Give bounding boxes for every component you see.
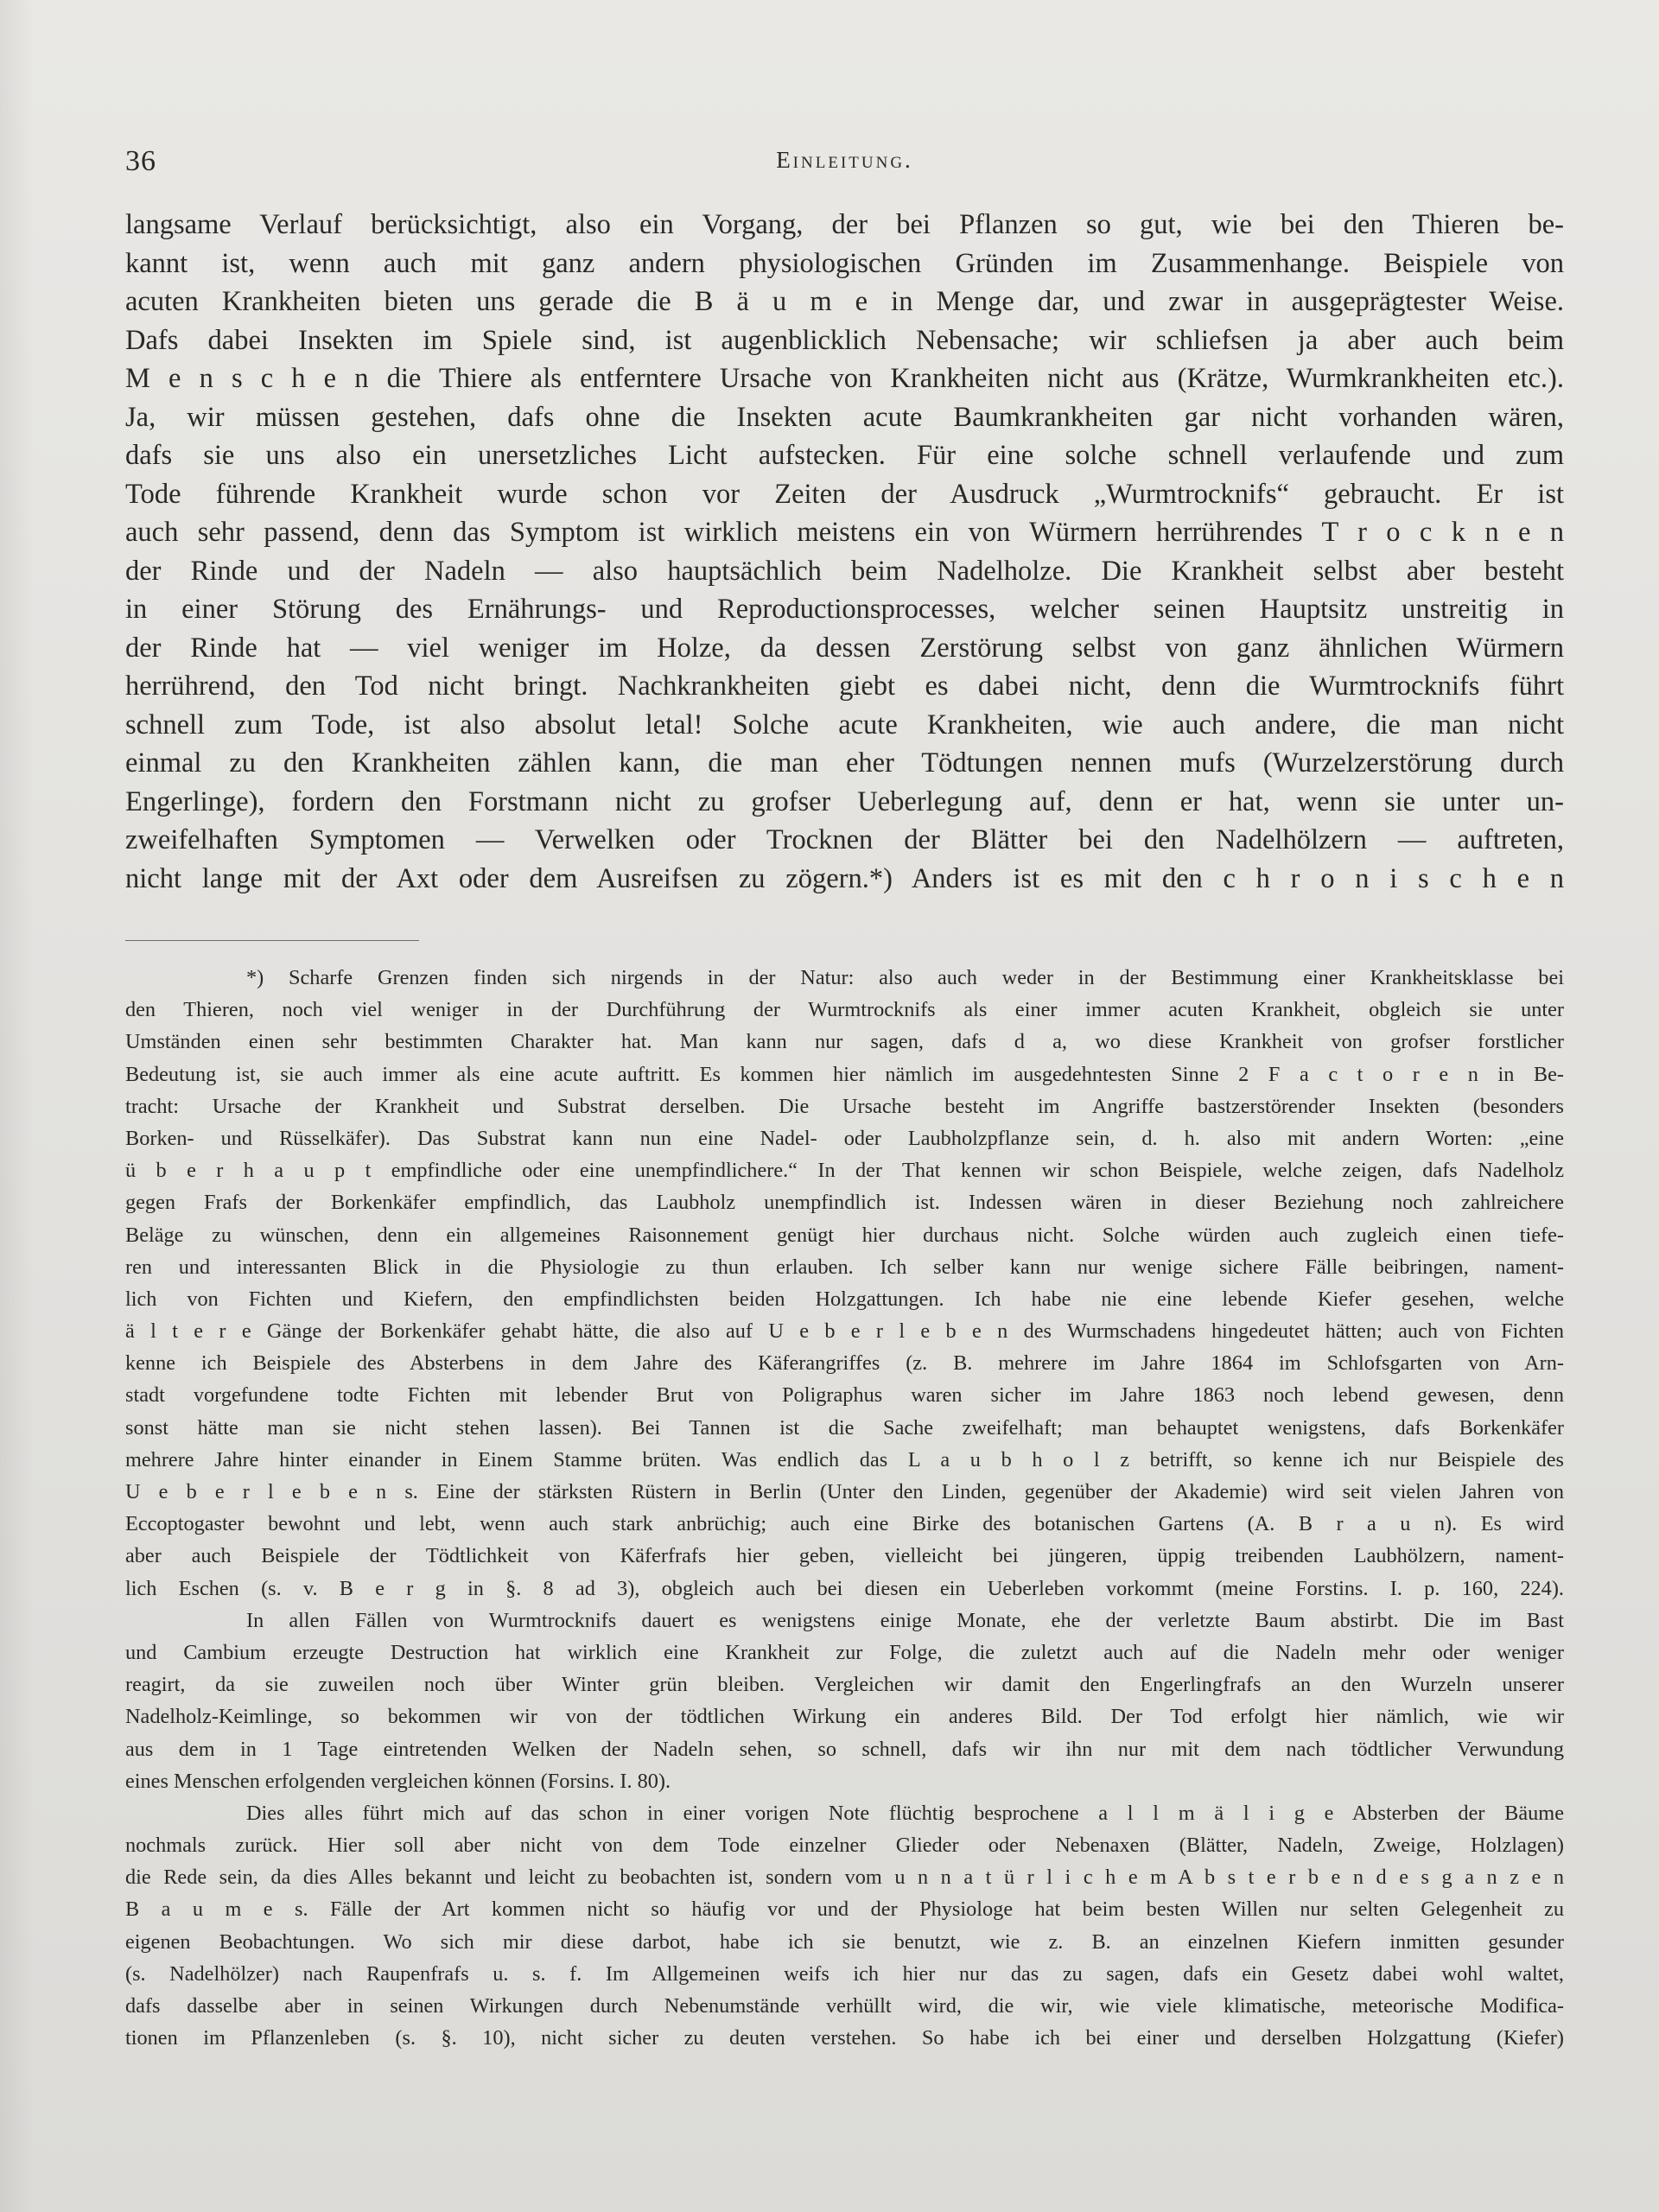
footnote-line: lich von Fichten und Kiefern, den empfindlichsten beiden Holzgattungen. Ich habe nie eine lebende Kiefer gesehen, welche [125,1287,1564,1311]
footnote-line: nochmals zurück. Hier soll aber nicht von dem Tode einzelner Glieder oder Nebenaxen (Blätter, Nadeln, Zweige, Holzlagen) [125,1834,1564,1858]
footnote-line: dafs dasselbe aber in seinen Wirkungen durch Nebenumstände verhüllt wird, die wir, wie viele klimatische, meteorische Modifica- [125,1994,1564,2018]
footnote-line: Dies alles führt mich auf das schon in einer vorigen Note flüchtig besprochene a l l m ä l i g e Absterben der Bäume [246,1801,1564,1825]
footnote-line: *) Scharfe Grenzen finden sich nirgends in der Natur: also auch weder in der Bestimmung einer Krankheitsklasse bei [246,966,1564,989]
footnote-line: ren und interessanten Blick in die Physiologie zu thun erlauben. Ich selber kann nur wenige sichere Fälle beibringen, nament- [125,1255,1564,1279]
text-line: der Rinde hat — viel weniger im Holze, da dessen Zerstörung selbst von ganz ähnlichen Würmern [125,632,1564,664]
footnote-line: Bedeutung ist, sie auch immer als eine acute auftritt. Es kommen hier nämlich im ausgedehntesten Sinne 2 F a c t o r e n in Be- [125,1062,1564,1086]
text-line: herrührend, den Tod nicht bringt. Nachkrankheiten giebt es dabei nicht, denn die Wurmtrocknifs führt [125,671,1564,702]
footnote-line: Beläge zu wünschen, denn ein allgemeines Raisonnement genügt hier durchaus nicht. Solche würden auch zugleich einen tiefe- [125,1223,1564,1247]
running-head [125,145,1564,180]
footnote-line: und Cambium erzeugte Destruction hat wirklich eine Krankheit zur Folge, die zuletzt auch auf die Nadeln mehr oder weniger [125,1640,1564,1664]
footnote-line: mehrere Jahre hinter einander in Einem Stamme brüten. Was endlich das L a u b h o l z betrifft, so kenne ich nur Beispiele des [125,1447,1564,1471]
footnote-line: aber auch Beispiele der Tödtlichkeit von Käferfrafs hier geben, vielleicht bei jüngeren, üppig treibenden Laubhölzern, nament- [125,1544,1564,1568]
footnote-line: U e b e r l e b e n s. Eine der stärksten Rüstern in Berlin (Unter den Linden, gegenüber der Akademie) wird seit vielen Jahren von [125,1480,1564,1503]
text-line: Engerlinge), fordern den Forstmann nicht zu grofser Ueberlegung auf, denn er hat, wenn sie unter un- [125,785,1564,817]
footnote-line: tionen im Pflanzenleben (s. §. 10), nicht sicher zu deuten verstehen. So habe ich bei einer und derselben Holzgattung (Kiefer) [125,2026,1564,2050]
text-line: auch sehr passend, denn das Symptom ist wirklich meistens ein von Würmern herrührendes T r o c k n e n [125,517,1564,548]
footnote-divider [125,940,419,941]
footnote-line: eigenen Beobachtungen. Wo sich mir diese darbot, habe ich sie benutzt, wie z. B. an einzelnen Kiefern inmitten gesunder [125,1929,1564,1954]
footnote-line: gegen Frafs der Borkenkäfer empfindlich, das Laubholz unempfindlich ist. Indessen wären in dieser Beziehung noch zahlreichere [125,1191,1564,1215]
footnote-line: reagirt, da sie zuweilen noch über Winter grün bleiben. Vergleichen wir damit den Engerlingfrafs an den Wurzeln unserer [125,1673,1564,1697]
footnote-line: lich Eschen (s. v. B e r g in §. 8 ad 3), obgleich auch bei diesen ein Ueberleben vorkommt (meine Forstins. I. p. 160, 224). [125,1576,1564,1600]
footnote-line: Umständen einen sehr bestimmten Charakter hat. Man kann nur sagen, dafs d a, wo diese Krankheit von grofser forstlicher [125,1030,1564,1054]
text-line: langsame Verlauf berücksichtigt, also ein Vorgang, der bei Pflanzen so gut, wie bei den Thieren be- [125,209,1564,240]
footnote-line: sonst hätte man sie nicht stehen lassen). Bei Tannen ist die Sache zweifelhaft; man behauptet wenigstens, dafs Borkenkäfer [125,1415,1564,1440]
footnote-line: ä l t e r e Gänge der Borkenkäfer gehabt hätte, die also auf U e b e r l e b e n des Wurmschadens hingedeutet hätten; auch von Fichten [125,1319,1564,1344]
footnote-line: In allen Fällen von Wurmtrocknifs dauert es wenigstens einige Monate, ehe der verletzte Baum abstirbt. Die im Bast [246,1608,1564,1632]
text-line: schnell zum Tode, ist also absolut letal! Solche acute Krankheiten, wie auch andere, die man nicht [125,709,1564,741]
footnote-line: eines Menschen erfolgenden vergleichen können (Forsins. I. 80). [125,1769,671,1793]
spine-shadow [0,0,35,2212]
running-title: Einleitung. [776,147,913,173]
text-line: Tode führende Krankheit wurde schon vor Zeiten der Ausdruck „Wurmtrocknifs“ gebraucht. Er ist [125,478,1564,510]
text-line: zweifelhaften Symptomen — Verwelken oder Trocknen der Blätter bei den Nadelhölzern — auftreten, [125,824,1564,855]
text-line: einmal zu den Krankheiten zählen kann, die man eher Tödtungen nennen mufs (Wurzelzerstörung durch [125,747,1564,779]
text-line: der Rinde und der Nadeln — also hauptsächlich beim Nadelholze. Die Krankheit selbst aber besteht [125,555,1564,587]
footnote-line: stadt vorgefundene todte Fichten mit lebender Brut von Poligraphus waren sicher im Jahre 1863 noch lebend gewesen, denn [125,1383,1564,1408]
text-line: Ja, wir müssen gestehen, dafs ohne die Insekten acute Baumkrankheiten gar nicht vorhanden wären, [125,401,1564,433]
footnote-line: Nadelholz-Keimlinge, so bekommen wir von der tödtlichen Wirkung ein anderes Bild. Der Tod erfolgt hier nämlich, wie wir [125,1705,1564,1729]
text-line: nicht lange mit der Axt oder dem Ausreifsen zu zögern.*) Anders ist es mit den c h r o n i s c h e n [125,862,1564,894]
footnote-block [125,962,1564,2054]
footnote-line: B a u m e s. Fälle der Art kommen nicht so häufig vor und der Physiologe hat beim besten Willen nur selten Gelegenheit zu [125,1897,1564,1922]
text-line: in einer Störung des Ernährungs- und Reproductionsprocesses, welcher seinen Hauptsitz unstreitig in [125,594,1564,625]
footnote-line: Borken- und Rüsselkäfer). Das Substrat kann nun eine Nadel- oder Laubholzpflanze sein, d. h. also mit andern Worten: „eine [125,1126,1564,1150]
text-line: M e n s c h e n die Thiere als entferntere Ursache von Krankheiten nicht aus (Krätze, Wurmkrankheiten etc.). [125,363,1564,394]
page-number: 36 [125,145,156,177]
text-line: acuten Krankheiten bieten uns gerade die B ä u m e in Menge dar, und zwar in ausgeprägtester Weise. [125,286,1564,317]
footnote-line: den Thieren, noch viel weniger in der Durchführung der Wurmtrocknifs als einer immer acuten Krankheit, obgleich sie unter [125,998,1564,1022]
footnote-line: Eccoptogaster bewohnt und lebt, wenn auch stark anbrüchig; auch eine Birke des botanischen Gartens (A. B r a u n). Es wird [125,1512,1564,1536]
text-line: kannt ist, wenn auch mit ganz andern physiologischen Gründen im Zusammenhange. Beispiele von [125,247,1564,279]
footnote-line: aus dem in 1 Tage eintretenden Welken der Nadeln sehen, so schnell, dafs wir ihn nur mit dem nach tödtlicher Verwundung [125,1737,1564,1761]
footnote-line: (s. Nadelhölzer) nach Raupenfrafs u. s. f. Im Allgemeinen weifs ich hier nur das zu sagen, dafs ein Gesetz dabei wohl waltet, [125,1961,1564,1986]
footnote-line: die Rede sein, da dies Alles bekannt und leicht zu beobachten ist, sondern vom u n n a t ü r l i c h e m A b s t e r b e n d e s g a n z e n [125,1866,1564,1890]
footnote-line: tracht: Ursache der Krankheit und Substrat derselben. Die Ursache besteht im Angriffe bastzerstörender Insekten (besonders [125,1094,1564,1118]
footnote-line: kenne ich Beispiele des Absterbens in dem Jahre des Käferangriffes (z. B. mehrere im Jahre 1864 im Schlofsgarten von Arn- [125,1351,1564,1376]
text-line: dafs sie uns also ein unersetzliches Licht aufstecken. Für eine solche schnell verlaufende und zum [125,440,1564,471]
text-line: Dafs dabei Insekten im Spiele sind, ist augenblicklich Nebensache; wir schliefsen ja aber auch beim [125,324,1564,356]
footnote-line: ü b e r h a u p t empfindliche oder eine unempfindlichere.“ In der That kennen wir schon Beispiele, welche zeigen, dafs Nadelholz [125,1159,1564,1183]
main-text-block [125,206,1564,898]
